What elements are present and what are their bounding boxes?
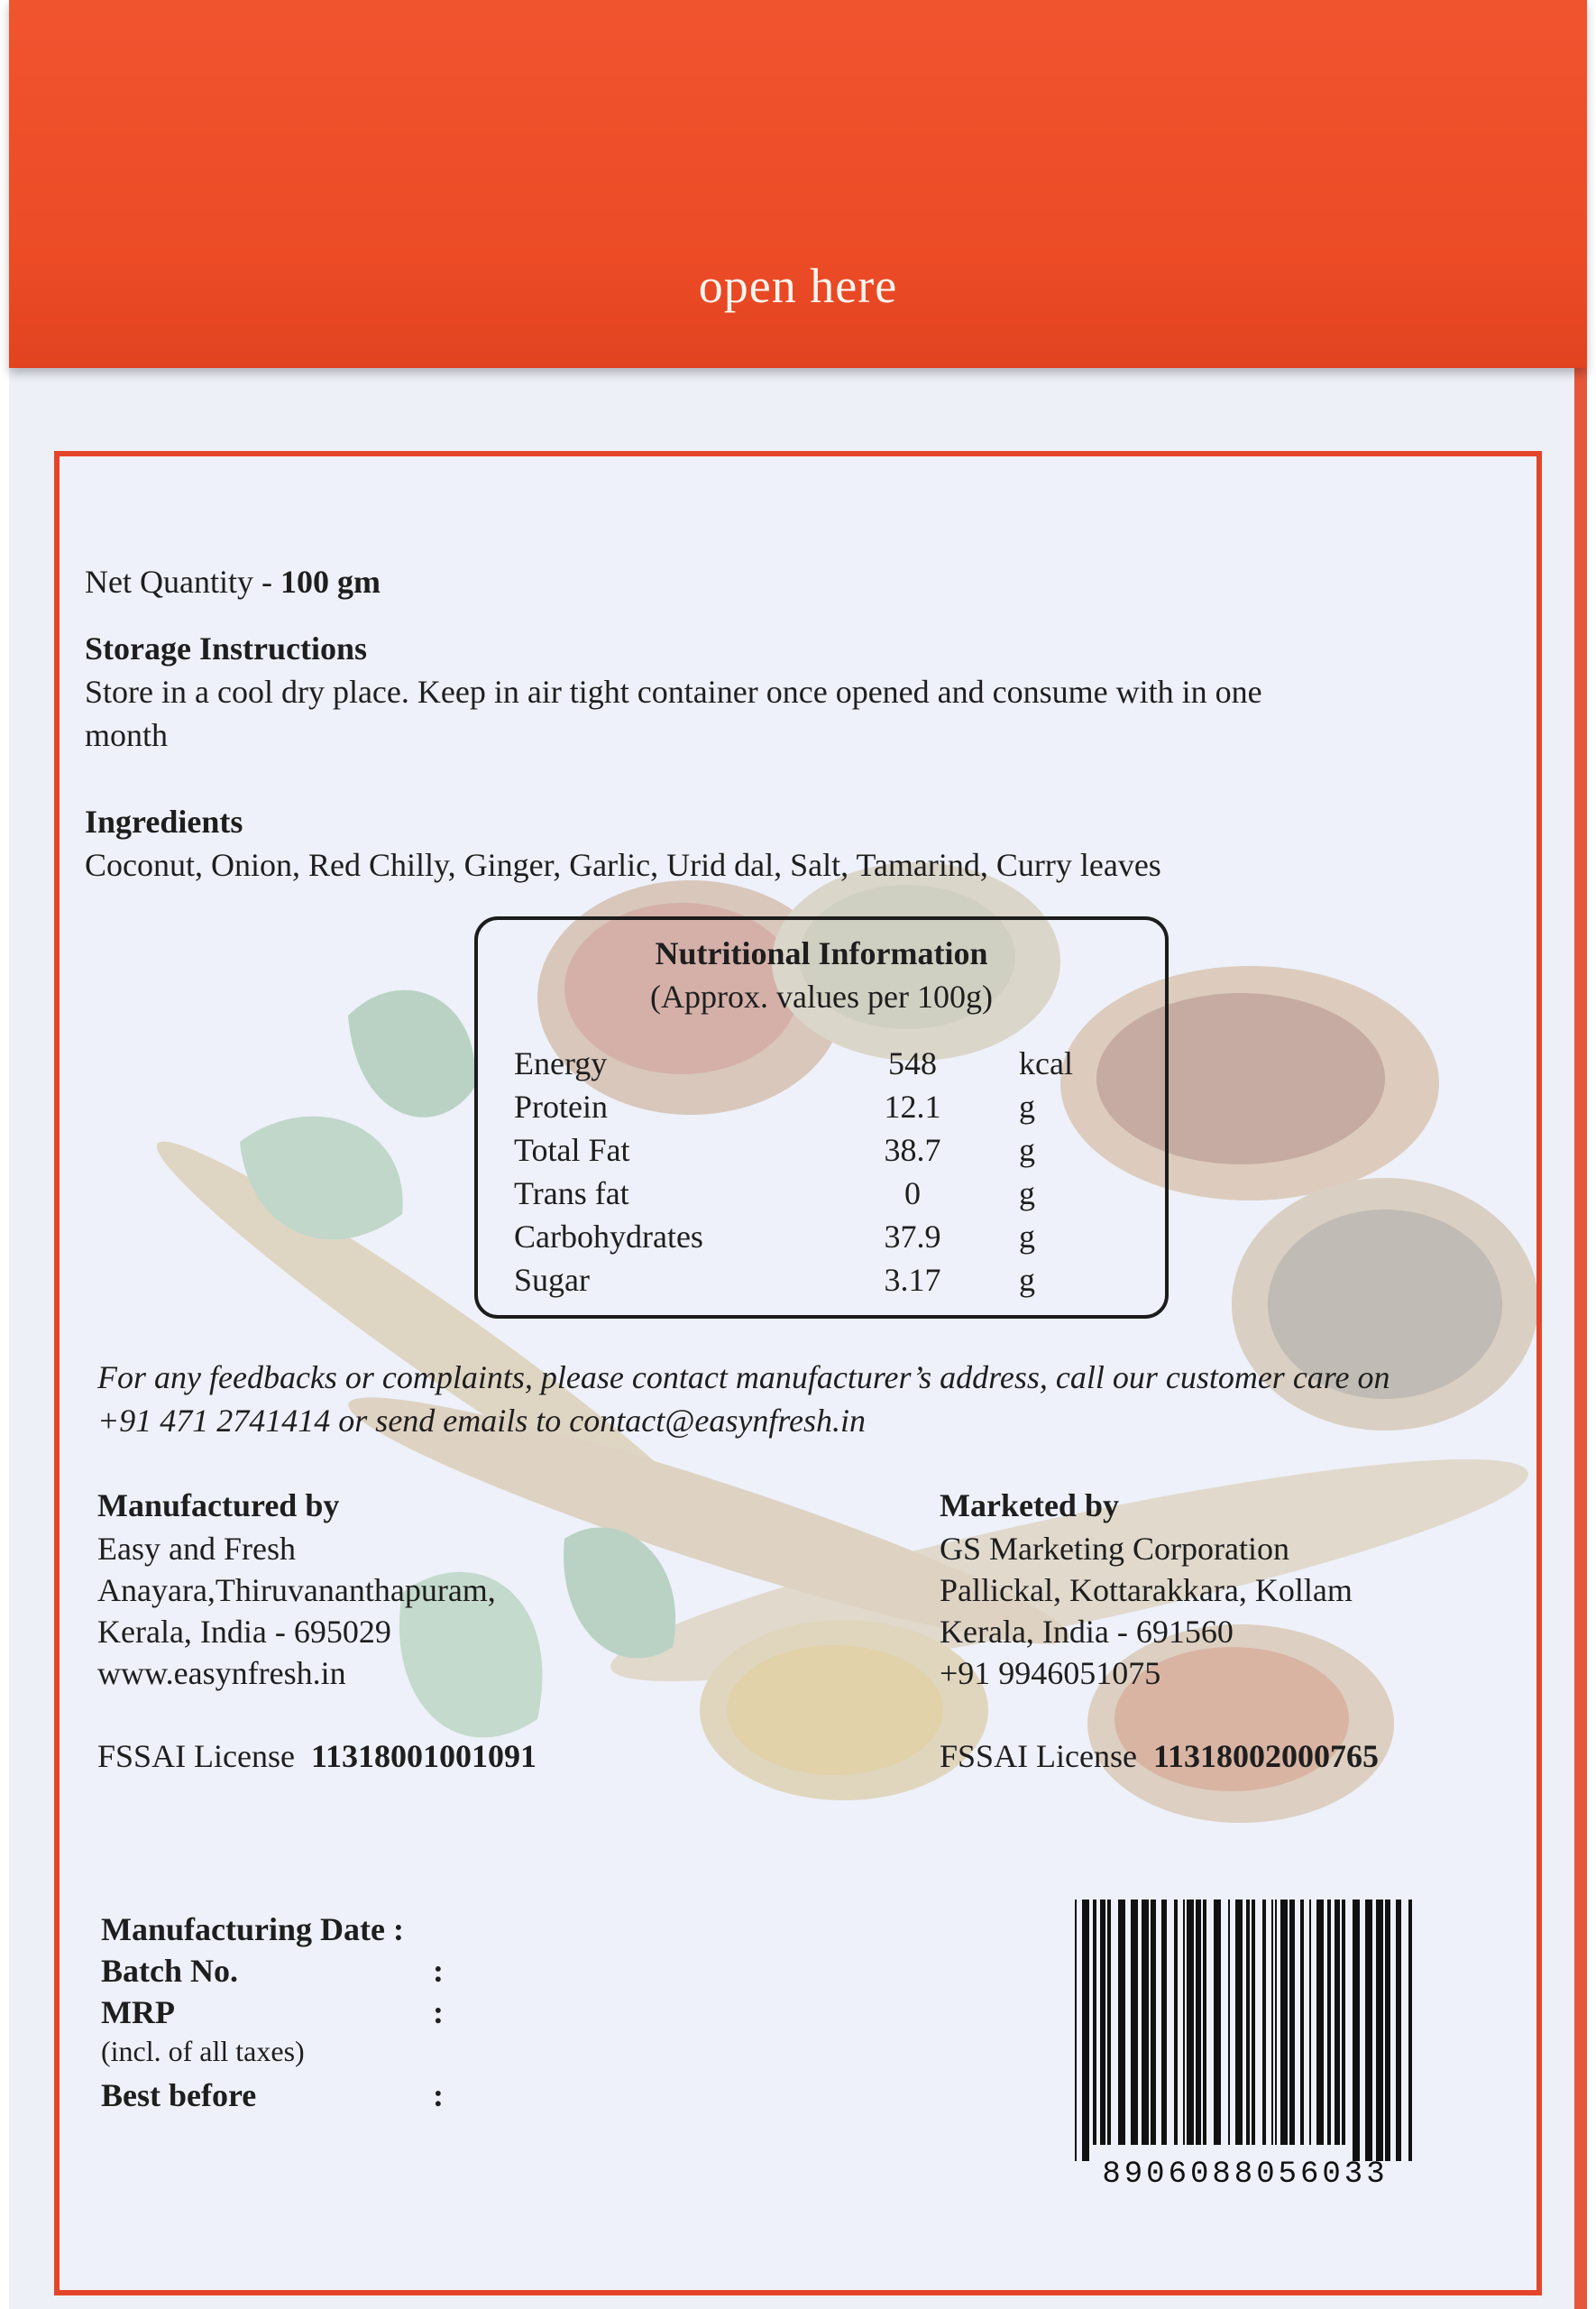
mrp-label: MRP bbox=[101, 1994, 175, 2030]
marketer-line: Kerala, India - 691560 bbox=[940, 1614, 1234, 1650]
nutrient-unit: kcal bbox=[1019, 1045, 1073, 1081]
barcode-bar bbox=[1335, 1900, 1340, 2145]
barcode-bar bbox=[1100, 1900, 1105, 2145]
nutrient-name: Carbohydrates bbox=[514, 1219, 703, 1255]
nutrient-name: Sugar bbox=[514, 1262, 590, 1298]
barcode-bar bbox=[1271, 1900, 1273, 2145]
nutrient-value: 0 bbox=[904, 1175, 921, 1211]
fssai-number: 11318002000765 bbox=[1153, 1738, 1380, 1774]
barcode-bar bbox=[1151, 1900, 1156, 2145]
barcode-bar bbox=[1161, 1900, 1167, 2145]
mfg-date-label: Manufacturing Date : bbox=[101, 1911, 404, 1947]
barcode-bar bbox=[1365, 1900, 1372, 2161]
manufacturer-line: Anayara,Thiruvananthapuram, bbox=[97, 1572, 496, 1608]
nutrient-name: Protein bbox=[514, 1089, 608, 1125]
ingredients-text: Coconut, Onion, Red Chilly, Ginger, Garlic, Urid dal, Salt, Tamarind, Curry leaves bbox=[85, 847, 1161, 883]
barcode-bar bbox=[1342, 1900, 1345, 2145]
net-quantity-label: Net Quantity - bbox=[85, 564, 280, 600]
nutrient-value: 3.17 bbox=[884, 1262, 941, 1298]
manufacturer-website: www.easynfresh.in bbox=[97, 1655, 346, 1691]
net-quantity-value: 100 gm bbox=[280, 564, 381, 600]
barcode-bar bbox=[1246, 1900, 1250, 2145]
barcode-bar bbox=[1235, 1900, 1243, 2145]
feedback-line-2: +91 471 2741414 or send emails to contact@easynfresh.in bbox=[97, 1403, 866, 1439]
best-before-label: Best before bbox=[101, 2077, 257, 2113]
barcode-bar bbox=[1252, 1900, 1255, 2145]
barcode-bar bbox=[1376, 1900, 1383, 2161]
nutrition-subtitle: (Approx. values per 100g) bbox=[650, 979, 993, 1015]
info-panel bbox=[54, 451, 1542, 2295]
marketer-line: Pallickal, Kottarakkara, Kollam bbox=[940, 1572, 1353, 1608]
barcode-bar bbox=[1300, 1900, 1304, 2145]
nutrient-name: Total Fat bbox=[514, 1132, 630, 1168]
barcode-bar bbox=[1093, 1900, 1096, 2145]
barcode-bar bbox=[1228, 1900, 1230, 2145]
nutrient-name: Trans fat bbox=[514, 1175, 629, 1211]
barcode-bar bbox=[1131, 1900, 1138, 2145]
barcode-bar bbox=[1408, 1900, 1412, 2161]
nutrition-title: Nutritional Information bbox=[655, 935, 988, 971]
batch-colon: : bbox=[433, 1953, 444, 1989]
manufacturer-line: Easy and Fresh bbox=[97, 1531, 296, 1567]
barcode-bar bbox=[1309, 1900, 1311, 2145]
net-quantity bbox=[85, 563, 381, 601]
open-flap[interactable] bbox=[9, 0, 1587, 368]
best-before-colon: : bbox=[433, 2077, 444, 2113]
barcode-bar bbox=[1118, 1900, 1125, 2145]
nutrient-value: 12.1 bbox=[884, 1089, 941, 1125]
nutrient-unit: g bbox=[1019, 1175, 1035, 1211]
mrp-colon: : bbox=[433, 1994, 444, 2030]
barcode-number: 8906088056033 bbox=[1102, 2157, 1389, 2192]
batch-no-label: Batch No. bbox=[101, 1953, 238, 1989]
barcode-bar bbox=[1280, 1900, 1288, 2145]
marketer-phone: +91 9946051075 bbox=[940, 1655, 1161, 1691]
nutrition-row bbox=[478, 1088, 1172, 1129]
barcode-bar bbox=[1396, 1900, 1401, 2161]
storage-line-2: month bbox=[85, 717, 169, 753]
barcode-bar bbox=[1082, 1900, 1089, 2161]
barcode-bar bbox=[1196, 1900, 1201, 2145]
nutrient-unit: g bbox=[1019, 1219, 1035, 1255]
barcode-bar bbox=[1275, 1900, 1277, 2145]
barcode-bar bbox=[1327, 1900, 1331, 2145]
barcode-bar bbox=[1316, 1900, 1324, 2145]
barcode-bar bbox=[1353, 1900, 1360, 2161]
marketer-line: GS Marketing Corporation bbox=[940, 1531, 1289, 1567]
nutrient-unit: g bbox=[1019, 1262, 1035, 1298]
nutrition-row bbox=[478, 1044, 1172, 1086]
barcode-bar bbox=[1183, 1900, 1185, 2145]
barcode bbox=[1069, 1900, 1421, 2206]
fssai-number: 11318001001091 bbox=[311, 1738, 537, 1774]
nutrition-table bbox=[474, 916, 1169, 1319]
storage-line-1: Store in a cool dry place. Keep in air tight container once opened and consume with in one bbox=[85, 674, 1262, 710]
storage-heading: Storage Instructions bbox=[85, 630, 367, 667]
barcode-bar bbox=[1262, 1900, 1266, 2145]
manufacturer-heading: Manufactured by bbox=[97, 1487, 340, 1523]
mrp-note: (incl. of all taxes) bbox=[101, 2035, 305, 2067]
nutrition-row bbox=[478, 1174, 1172, 1216]
barcode-bars bbox=[1069, 1900, 1421, 2161]
barcode-bar bbox=[1289, 1900, 1295, 2145]
barcode-bar bbox=[1385, 1900, 1390, 2161]
nutrient-unit: g bbox=[1019, 1132, 1035, 1168]
barcode-bar bbox=[1142, 1900, 1149, 2145]
nutrient-value: 37.9 bbox=[884, 1219, 941, 1255]
barcode-bar bbox=[1214, 1900, 1221, 2145]
barcode-bar bbox=[1187, 1900, 1194, 2145]
nutrition-row bbox=[478, 1131, 1172, 1173]
nutrient-name: Energy bbox=[514, 1045, 608, 1081]
barcode-bar bbox=[1107, 1900, 1111, 2145]
barcode-bar bbox=[1075, 1900, 1077, 2161]
ingredients-heading: Ingredients bbox=[85, 804, 243, 840]
open-here-label: open here bbox=[698, 259, 898, 313]
nutrition-row bbox=[478, 1218, 1172, 1259]
fssai-label: FSSAI License bbox=[97, 1738, 295, 1774]
marketer-fssai bbox=[940, 1737, 1379, 1775]
nutrition-row bbox=[478, 1261, 1172, 1302]
feedback-line-1: For any feedbacks or complaints, please contact manufacturer’s address, call our customer care on bbox=[97, 1359, 1390, 1395]
manufacturer-line: Kerala, India - 695029 bbox=[97, 1614, 391, 1650]
nutrient-unit: g bbox=[1019, 1089, 1035, 1125]
manufacturer-fssai bbox=[97, 1737, 537, 1775]
nutrient-value: 548 bbox=[888, 1045, 937, 1081]
marketer-heading: Marketed by bbox=[940, 1487, 1119, 1523]
nutrient-value: 38.7 bbox=[884, 1132, 941, 1168]
barcode-bar bbox=[1174, 1900, 1178, 2145]
barcode-bar bbox=[1203, 1900, 1206, 2145]
fssai-label: FSSAI License bbox=[940, 1738, 1137, 1774]
